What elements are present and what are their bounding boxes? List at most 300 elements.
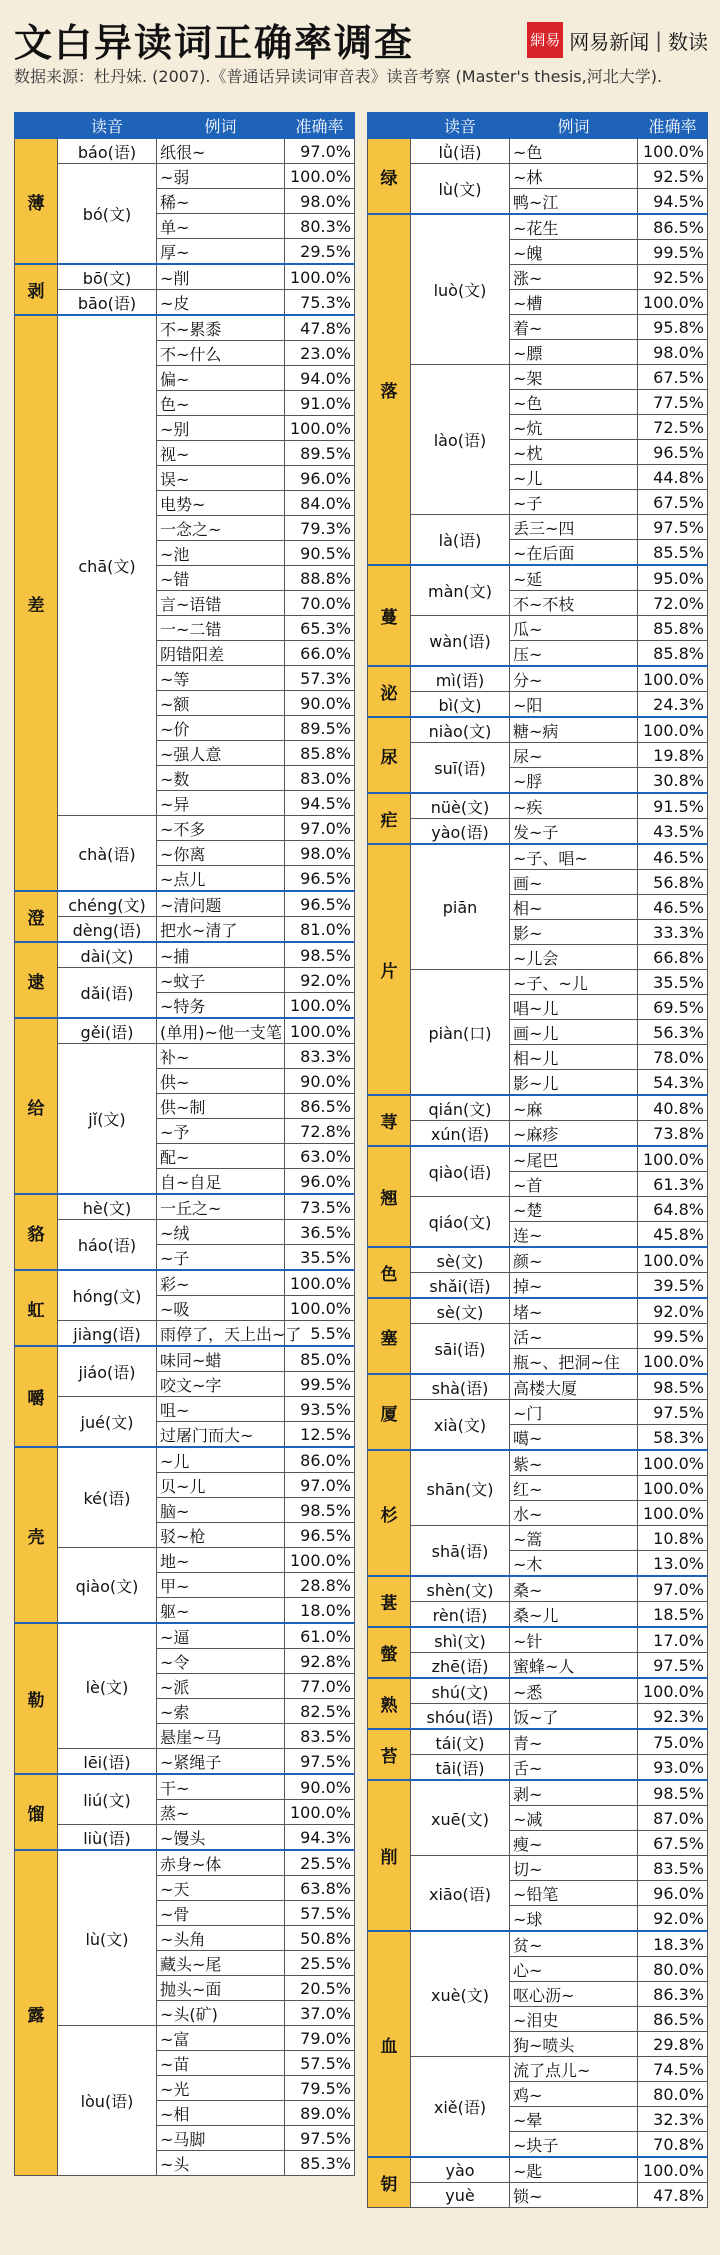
table-row	[15, 1194, 355, 1220]
reading-cell: bó(文)	[58, 164, 157, 265]
table-header-row	[368, 113, 708, 139]
accuracy-cell: 57.5%	[285, 1901, 355, 1926]
example-cell: 彩~	[157, 1270, 285, 1296]
reading-cell: shóu(语)	[411, 1704, 510, 1730]
example-cell: 堵~	[510, 1298, 638, 1324]
accuracy-cell: 97.0%	[638, 1576, 708, 1602]
example-cell: 桑~	[510, 1576, 638, 1602]
example-cell: ~花生	[510, 214, 638, 240]
accuracy-cell: 100.0%	[638, 1247, 708, 1273]
left-table	[14, 112, 355, 2176]
example-cell: 舌~	[510, 1755, 638, 1781]
accuracy-cell: 98.5%	[638, 1374, 708, 1400]
example-cell: ~削	[157, 264, 285, 290]
example-cell: 抛头~面	[157, 1976, 285, 2001]
example-cell: ~疾	[510, 793, 638, 819]
char-cell: 疟	[368, 793, 411, 844]
accuracy-cell: 58.3%	[638, 1425, 708, 1451]
reading-cell: lào(语)	[411, 365, 510, 515]
example-cell: ~子、唱~	[510, 844, 638, 870]
reading-cell: xún(语)	[411, 1121, 510, 1147]
char-cell: 蔓	[368, 565, 411, 666]
table-row	[368, 214, 708, 240]
accuracy-cell: 94.5%	[285, 791, 355, 816]
reading-cell: shèn(文)	[411, 1576, 510, 1602]
accuracy-cell: 92.0%	[638, 1906, 708, 1932]
example-cell: ~蚊子	[157, 968, 285, 993]
accuracy-cell: 97.0%	[285, 816, 355, 841]
accuracy-cell: 99.5%	[285, 1372, 355, 1397]
table-row	[368, 1576, 708, 1602]
example-cell: ~马脚	[157, 2126, 285, 2151]
example-cell: 电势~	[157, 491, 285, 516]
example-cell: ~色	[510, 138, 638, 164]
reading-cell: rèn(语)	[411, 1602, 510, 1628]
example-cell: 发~子	[510, 819, 638, 845]
example-cell: 单~	[157, 214, 285, 239]
example-cell: ~馒头	[157, 1825, 285, 1851]
accuracy-cell: 43.5%	[638, 819, 708, 845]
accuracy-cell: 98.0%	[285, 189, 355, 214]
table-row	[368, 1121, 708, 1147]
example-cell: ~球	[510, 1906, 638, 1932]
char-cell: 塞	[368, 1298, 411, 1374]
accuracy-cell: 40.8%	[638, 1095, 708, 1121]
char-cell: 尿	[368, 717, 411, 793]
char-cell: 螫	[368, 1627, 411, 1678]
table-row	[368, 1780, 708, 1806]
example-cell: ~悉	[510, 1678, 638, 1704]
example-cell: 供~	[157, 1069, 285, 1094]
accuracy-cell: 70.0%	[285, 591, 355, 616]
reading-cell: là(语)	[411, 515, 510, 566]
accuracy-cell: 83.0%	[285, 766, 355, 791]
accuracy-cell: 77.5%	[638, 390, 708, 415]
example-cell: ~门	[510, 1400, 638, 1425]
example-cell: 颜~	[510, 1247, 638, 1273]
reading-cell: bō(文)	[58, 264, 157, 290]
table-row	[368, 1400, 708, 1425]
reading-cell: piàn(口)	[411, 970, 510, 1096]
reading-cell: piān	[411, 844, 510, 970]
example-cell: 地~	[157, 1548, 285, 1573]
reading-cell: qián(文)	[411, 1095, 510, 1121]
header-blank	[15, 113, 58, 139]
accuracy-cell: 96.5%	[285, 891, 355, 917]
example-cell: ~儿会	[510, 945, 638, 970]
accuracy-cell: 80.3%	[285, 214, 355, 239]
accuracy-cell: 91.0%	[285, 391, 355, 416]
accuracy-cell: 81.0%	[285, 917, 355, 943]
accuracy-cell: 90.0%	[285, 1069, 355, 1094]
example-cell: 呕心沥~	[510, 1982, 638, 2007]
example-cell: 色~	[157, 391, 285, 416]
accuracy-cell: 37.0%	[285, 2001, 355, 2026]
accuracy-cell: 100.0%	[638, 1501, 708, 1526]
table-row	[368, 1526, 708, 1551]
accuracy-cell: 96.0%	[285, 466, 355, 491]
accuracy-cell: 94.5%	[638, 189, 708, 215]
accuracy-cell: 90.0%	[285, 1774, 355, 1800]
accuracy-cell: 97.5%	[285, 1749, 355, 1775]
example-cell: 不~不枝	[510, 591, 638, 616]
example-cell: 画~儿	[510, 1020, 638, 1045]
example-cell: ~点儿	[157, 866, 285, 892]
accuracy-cell: 99.5%	[638, 240, 708, 265]
accuracy-cell: 50.8%	[285, 1926, 355, 1951]
example-cell: ~减	[510, 1806, 638, 1831]
accuracy-cell: 64.8%	[638, 1197, 708, 1222]
reading-cell: jǐ(文)	[58, 1044, 157, 1195]
example-cell: 躯~	[157, 1598, 285, 1624]
example-cell: 画~	[510, 870, 638, 895]
table-row	[15, 1850, 355, 1876]
example-cell: ~苗	[157, 2051, 285, 2076]
example-cell: 青~	[510, 1729, 638, 1755]
reading-cell: lù(文)	[411, 164, 510, 215]
example-cell: 瓜~	[510, 616, 638, 641]
header-reading: 读音	[411, 113, 510, 139]
right-table	[367, 112, 708, 2208]
reading-cell: lǜ(语)	[411, 138, 510, 164]
table-row	[368, 1755, 708, 1781]
table-row	[15, 1018, 355, 1044]
accuracy-cell: 70.8%	[638, 2132, 708, 2158]
accuracy-cell: 67.5%	[638, 1831, 708, 1856]
accuracy-cell: 100.0%	[638, 1146, 708, 1172]
example-cell: 蒸~	[157, 1800, 285, 1825]
example-cell: ~色	[510, 390, 638, 415]
example-cell: ~天	[157, 1876, 285, 1901]
char-cell: 澄	[15, 891, 58, 942]
accuracy-cell: 57.3%	[285, 666, 355, 691]
example-cell: ~针	[510, 1627, 638, 1653]
example-cell: ~楚	[510, 1197, 638, 1222]
accuracy-cell: 56.3%	[638, 1020, 708, 1045]
example-cell: 影~儿	[510, 1070, 638, 1096]
accuracy-cell: 63.8%	[285, 1876, 355, 1901]
accuracy-cell: 84.0%	[285, 491, 355, 516]
reading-cell: shān(文)	[411, 1450, 510, 1526]
accuracy-cell: 97.5%	[638, 1400, 708, 1425]
reading-cell: nüè(文)	[411, 793, 510, 819]
example-cell: 把水~清了	[157, 917, 285, 943]
example-cell: 高楼大厦	[510, 1374, 638, 1400]
char-cell: 剥	[15, 264, 58, 315]
example-cell: ~错	[157, 566, 285, 591]
accuracy-cell: 69.5%	[638, 995, 708, 1020]
accuracy-cell: 67.5%	[638, 490, 708, 515]
accuracy-cell: 35.5%	[638, 970, 708, 995]
table-row	[15, 1548, 355, 1573]
reading-cell: yuè	[411, 2183, 510, 2208]
header-reading: 读音	[58, 113, 157, 139]
reading-cell: xuē(文)	[411, 1780, 510, 1856]
example-cell: ~索	[157, 1699, 285, 1724]
example-cell: 瓶~、把洞~住	[510, 1349, 638, 1375]
example-cell: 一~二错	[157, 616, 285, 641]
reading-cell: yào(语)	[411, 819, 510, 845]
table-row	[368, 365, 708, 390]
example-cell: ~泪史	[510, 2007, 638, 2032]
accuracy-cell: 33.3%	[638, 920, 708, 945]
accuracy-cell: 20.5%	[285, 1976, 355, 2001]
char-cell: 荨	[368, 1095, 411, 1146]
table-row	[15, 1447, 355, 1473]
table-row	[368, 1856, 708, 1881]
page-title: 文白异读词正确率调查	[14, 21, 415, 65]
accuracy-cell: 97.5%	[638, 1653, 708, 1679]
example-cell: ~头	[157, 2151, 285, 2176]
char-cell: 翘	[368, 1146, 411, 1247]
example-cell: ~子、~儿	[510, 970, 638, 995]
reading-cell: qiào(文)	[58, 1548, 157, 1624]
char-cell: 壳	[15, 1447, 58, 1623]
table-row	[368, 819, 708, 845]
accuracy-cell: 94.0%	[285, 366, 355, 391]
example-cell: 紫~	[510, 1450, 638, 1476]
accuracy-cell: 80.0%	[638, 1957, 708, 1982]
example-cell: ~弱	[157, 164, 285, 189]
example-cell: 配~	[157, 1144, 285, 1169]
table-row	[15, 942, 355, 968]
example-cell: 驳~枪	[157, 1523, 285, 1548]
reading-cell: sè(文)	[411, 1247, 510, 1273]
example-cell: ~相	[157, 2101, 285, 2126]
example-cell: ~魄	[510, 240, 638, 265]
example-cell: 藏头~尾	[157, 1951, 285, 1976]
accuracy-cell: 89.5%	[285, 716, 355, 741]
table-row	[15, 1825, 355, 1851]
example-cell: ~不多	[157, 816, 285, 841]
accuracy-cell: 85.0%	[285, 1346, 355, 1372]
reading-cell: xuè(文)	[411, 1931, 510, 2057]
accuracy-cell: 79.5%	[285, 2076, 355, 2101]
reading-cell: dǎi(语)	[58, 968, 157, 1019]
table-row	[368, 1324, 708, 1349]
accuracy-cell: 98.0%	[638, 340, 708, 365]
table-row	[368, 1931, 708, 1957]
example-cell: ~炕	[510, 415, 638, 440]
accuracy-cell: 92.5%	[638, 164, 708, 189]
table-row	[15, 816, 355, 841]
accuracy-cell: 75.0%	[638, 1729, 708, 1755]
example-cell: 分~	[510, 666, 638, 692]
example-cell: 流了点儿~	[510, 2057, 638, 2082]
accuracy-cell: 86.5%	[638, 2007, 708, 2032]
table-row	[368, 1729, 708, 1755]
example-cell: 桑~儿	[510, 1602, 638, 1628]
accuracy-cell: 100.0%	[285, 1296, 355, 1321]
table-row	[368, 515, 708, 540]
example-cell: ~子	[510, 490, 638, 515]
accuracy-cell: 87.0%	[638, 1806, 708, 1831]
accuracy-cell: 92.5%	[638, 265, 708, 290]
accuracy-cell: 98.5%	[285, 1498, 355, 1523]
accuracy-cell: 5.5%	[285, 1321, 355, 1347]
reading-cell: tāi(语)	[411, 1755, 510, 1781]
example-cell: 供~制	[157, 1094, 285, 1119]
accuracy-cell: 92.8%	[285, 1649, 355, 1674]
accuracy-cell: 18.5%	[638, 1602, 708, 1628]
reading-cell: suī(语)	[411, 743, 510, 794]
example-cell: ~篙	[510, 1526, 638, 1551]
example-cell: ~予	[157, 1119, 285, 1144]
reading-cell: liù(语)	[58, 1825, 157, 1851]
reading-cell: luò(文)	[411, 214, 510, 365]
accuracy-cell: 100.0%	[638, 717, 708, 743]
example-cell: 鸡~	[510, 2082, 638, 2107]
accuracy-cell: 56.8%	[638, 870, 708, 895]
accuracy-cell: 100.0%	[638, 2157, 708, 2183]
char-cell: 削	[368, 1780, 411, 1931]
example-cell: ~首	[510, 1172, 638, 1197]
example-cell: 红~	[510, 1476, 638, 1501]
accuracy-cell: 97.0%	[285, 1473, 355, 1498]
accuracy-cell: 92.0%	[638, 1298, 708, 1324]
example-cell: ~铅笔	[510, 1881, 638, 1906]
reading-cell: jué(文)	[58, 1397, 157, 1448]
reading-cell: háo(语)	[58, 1220, 157, 1271]
char-cell: 逮	[15, 942, 58, 1018]
reading-cell: shā(语)	[411, 1526, 510, 1577]
example-cell: 自~自足	[157, 1169, 285, 1195]
example-cell: 噶~	[510, 1425, 638, 1451]
table-row	[368, 1450, 708, 1476]
accuracy-cell: 83.5%	[638, 1856, 708, 1881]
char-cell: 血	[368, 1931, 411, 2157]
reading-cell: ké(语)	[58, 1447, 157, 1548]
example-cell: 饭~了	[510, 1704, 638, 1730]
reading-cell: shǎi(语)	[411, 1273, 510, 1299]
example-cell: ~别	[157, 416, 285, 441]
char-cell: 杉	[368, 1450, 411, 1576]
reading-cell: bì(文)	[411, 692, 510, 718]
accuracy-cell: 92.3%	[638, 1704, 708, 1730]
example-cell: ~枕	[510, 440, 638, 465]
example-cell: 咬文~字	[157, 1372, 285, 1397]
example-cell: ~额	[157, 691, 285, 716]
table-row	[15, 1346, 355, 1372]
example-cell: 丢三~四	[510, 515, 638, 540]
char-cell: 色	[368, 1247, 411, 1298]
accuracy-cell: 100.0%	[638, 1678, 708, 1704]
reading-cell: lè(文)	[58, 1623, 157, 1749]
accuracy-cell: 86.3%	[638, 1982, 708, 2007]
example-cell: ~在后面	[510, 540, 638, 566]
reading-cell: hè(文)	[58, 1194, 157, 1220]
example-cell: ~皮	[157, 290, 285, 316]
table-row	[15, 1220, 355, 1245]
accuracy-cell: 25.5%	[285, 1951, 355, 1976]
example-cell: 剥~	[510, 1780, 638, 1806]
accuracy-cell: 73.8%	[638, 1121, 708, 1147]
reading-cell: dài(文)	[58, 942, 157, 968]
page-header	[0, 0, 720, 104]
example-cell: 活~	[510, 1324, 638, 1349]
example-cell: 掉~	[510, 1273, 638, 1299]
example-cell: ~木	[510, 1551, 638, 1577]
accuracy-cell: 89.0%	[285, 2101, 355, 2126]
example-cell: 视~	[157, 441, 285, 466]
accuracy-cell: 85.8%	[285, 741, 355, 766]
table-row	[15, 1749, 355, 1775]
example-cell: 补~	[157, 1044, 285, 1069]
example-cell: 贝~儿	[157, 1473, 285, 1498]
accuracy-cell: 46.5%	[638, 895, 708, 920]
accuracy-cell: 86.5%	[285, 1094, 355, 1119]
accuracy-cell: 25.5%	[285, 1850, 355, 1876]
table-row	[368, 1197, 708, 1222]
accuracy-cell: 61.3%	[638, 1172, 708, 1197]
accuracy-cell: 47.8%	[638, 2183, 708, 2208]
example-cell: ~数	[157, 766, 285, 791]
table-row	[15, 2026, 355, 2051]
accuracy-cell: 100.0%	[285, 264, 355, 290]
table-row	[15, 1623, 355, 1649]
example-cell: ~令	[157, 1649, 285, 1674]
table-row	[368, 970, 708, 995]
accuracy-cell: 82.5%	[285, 1699, 355, 1724]
char-cell: 落	[368, 214, 411, 565]
table-row	[368, 1298, 708, 1324]
accuracy-cell: 18.3%	[638, 1931, 708, 1957]
example-cell: 影~	[510, 920, 638, 945]
reading-cell: chéng(文)	[58, 891, 157, 917]
table-row	[368, 692, 708, 718]
example-cell: 着~	[510, 315, 638, 340]
char-cell: 差	[15, 315, 58, 891]
table-row	[15, 138, 355, 164]
table-row	[368, 565, 708, 591]
table-row	[368, 1273, 708, 1299]
char-cell: 葚	[368, 1576, 411, 1627]
reading-cell: niào(文)	[411, 717, 510, 743]
table-row	[368, 1704, 708, 1730]
accuracy-cell: 10.8%	[638, 1526, 708, 1551]
accuracy-cell: 85.8%	[638, 616, 708, 641]
table-row	[368, 844, 708, 870]
example-cell: 过屠门而大~	[157, 1422, 285, 1448]
example-cell: 咀~	[157, 1397, 285, 1422]
table-row	[15, 1321, 355, 1347]
accuracy-cell: 86.0%	[285, 1447, 355, 1473]
example-cell: 唱~儿	[510, 995, 638, 1020]
accuracy-cell: 100.0%	[285, 1270, 355, 1296]
table-row	[368, 1678, 708, 1704]
reading-cell: sāi(语)	[411, 1324, 510, 1375]
accuracy-cell: 23.0%	[285, 341, 355, 366]
accuracy-cell: 85.8%	[638, 641, 708, 667]
table-row	[15, 164, 355, 189]
reading-cell: xiāo(语)	[411, 1856, 510, 1932]
accuracy-cell: 19.8%	[638, 743, 708, 768]
example-cell: ~晕	[510, 2107, 638, 2132]
brand-name: 网易新闻	[569, 29, 650, 54]
table-row	[15, 1774, 355, 1800]
accuracy-cell: 45.8%	[638, 1222, 708, 1248]
example-cell: 连~	[510, 1222, 638, 1248]
example-cell: ~头角	[157, 1926, 285, 1951]
accuracy-cell: 44.8%	[638, 465, 708, 490]
header-example: 例词	[157, 113, 285, 139]
accuracy-cell: 100.0%	[638, 290, 708, 315]
example-cell: ~子	[157, 1245, 285, 1271]
reading-cell: shú(文)	[411, 1678, 510, 1704]
table-row	[368, 616, 708, 641]
example-cell: 水~	[510, 1501, 638, 1526]
reading-cell: zhē(语)	[411, 1653, 510, 1679]
